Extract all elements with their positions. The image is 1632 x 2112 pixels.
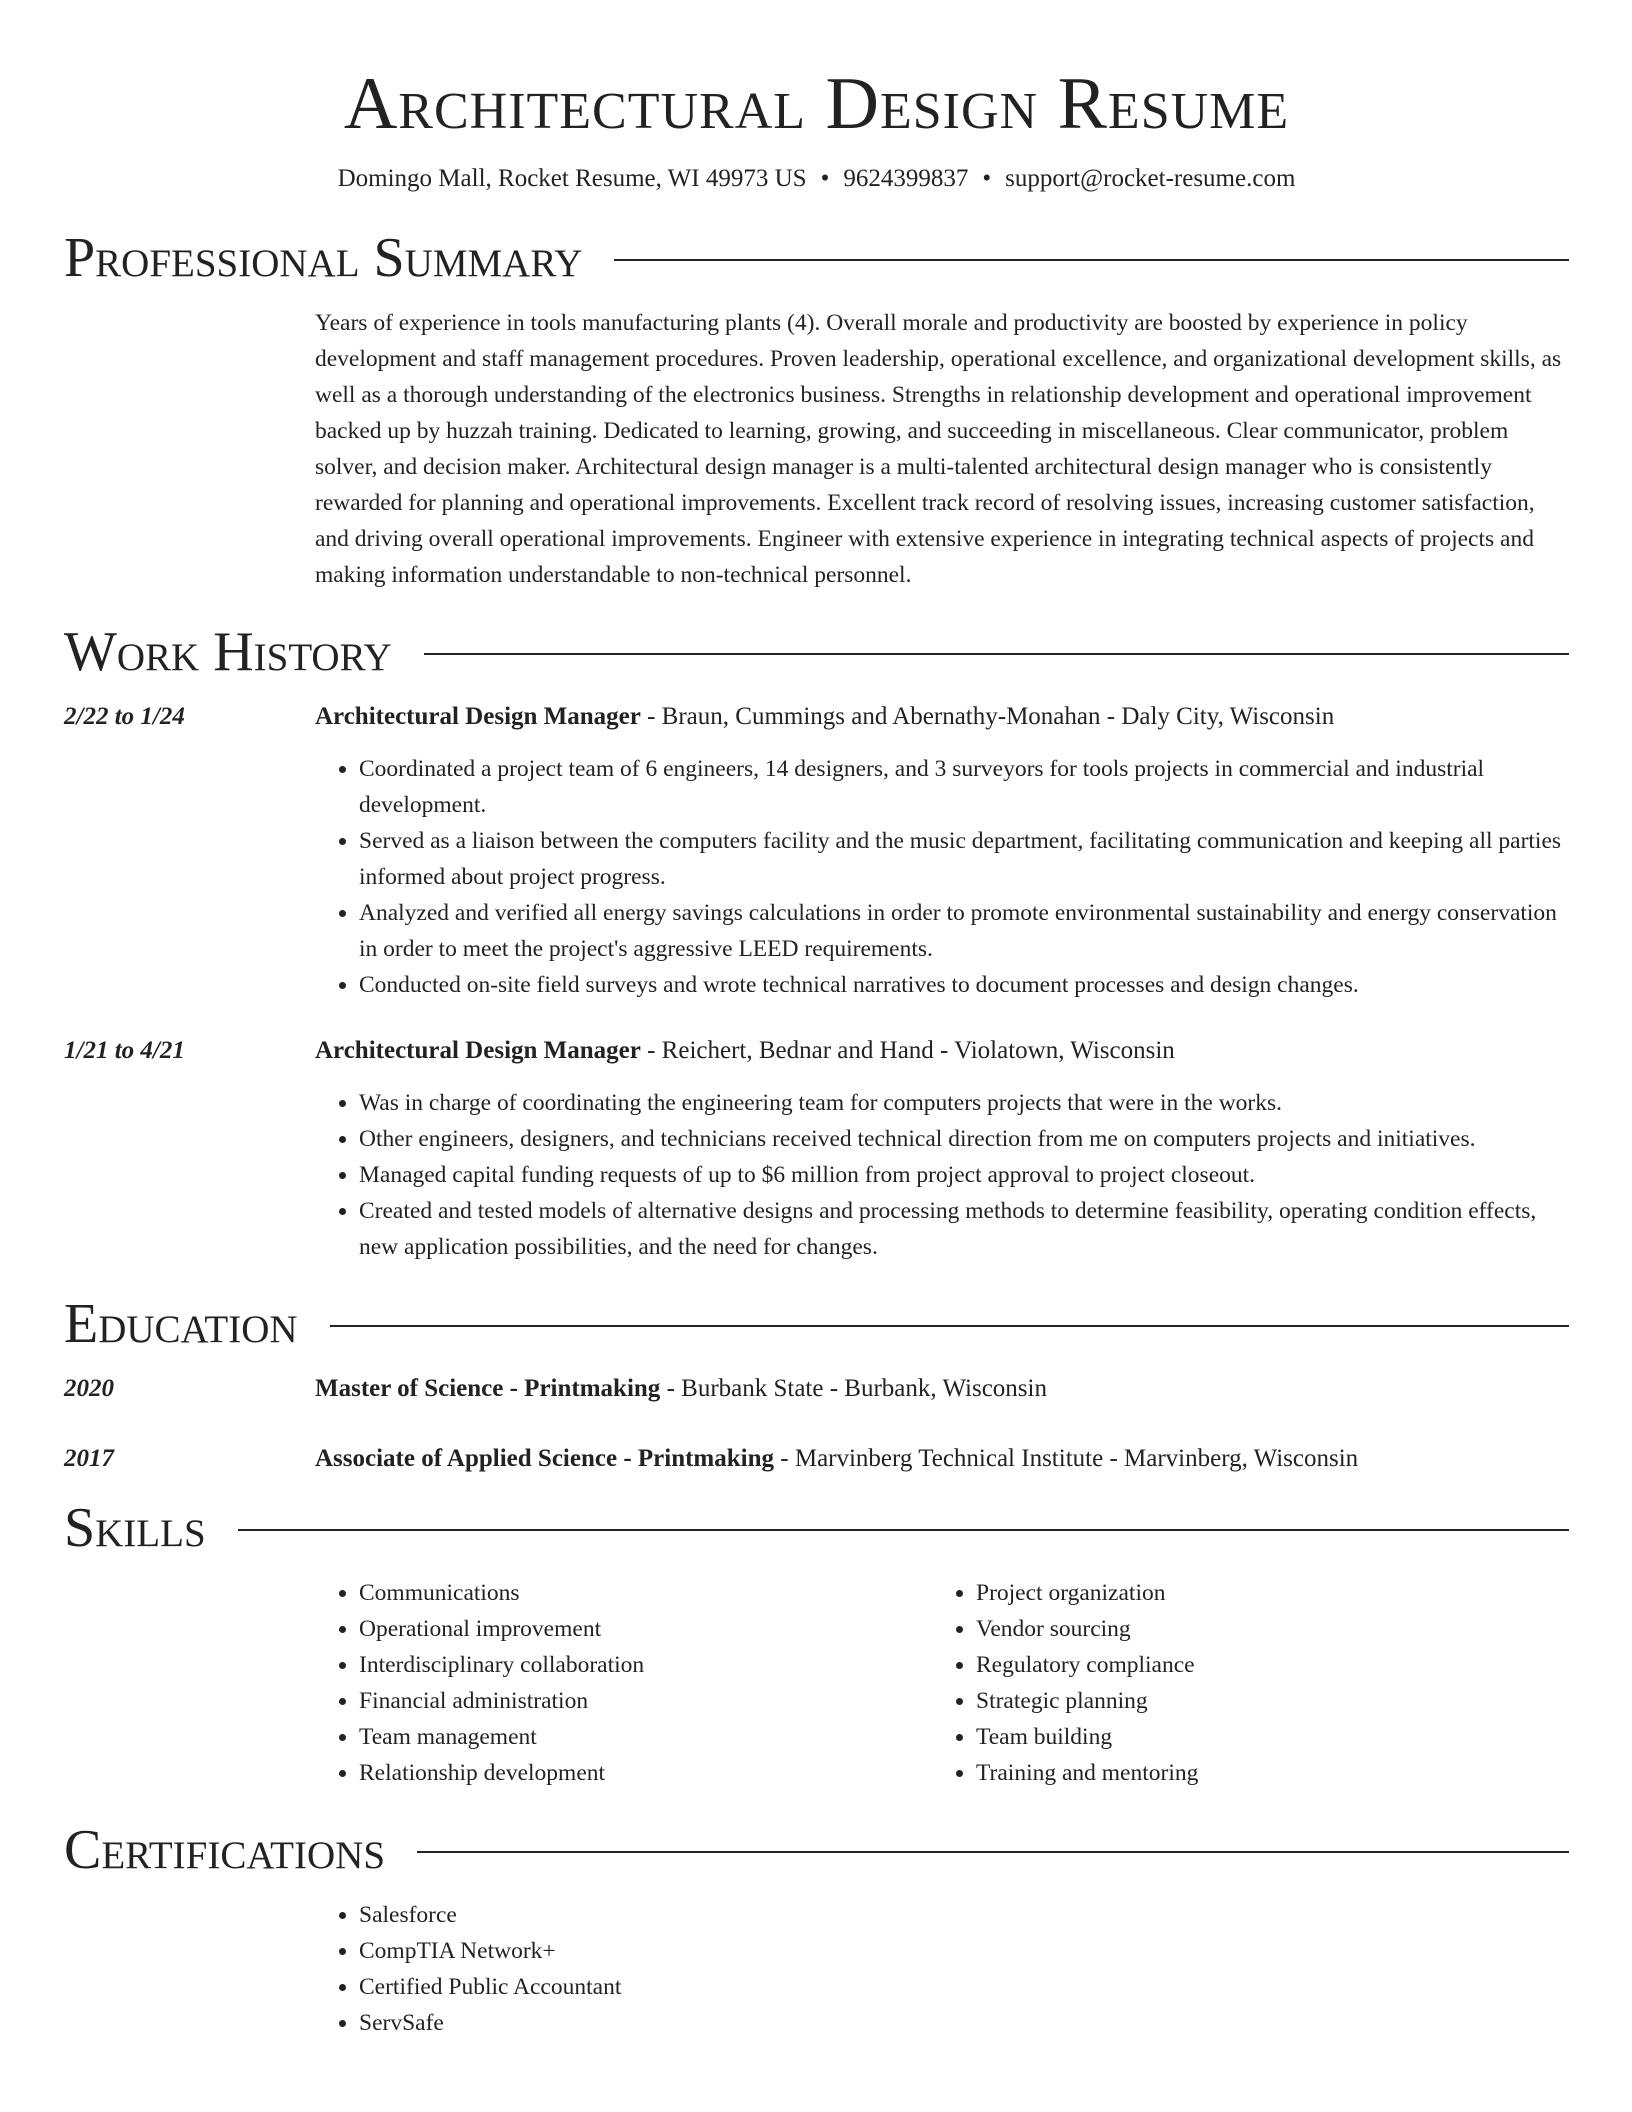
list-item: • Was in charge of coordinating the engineering team for computers projects that were in the works. <box>359 1085 1569 1121</box>
education-details: - Marvinberg Technical Institute - Marvinberg, Wisconsin <box>774 1445 1359 1472</box>
skills-list-left <box>315 1575 932 1791</box>
resume-title: Architectural Design Resume <box>343 63 1290 145</box>
section-divider <box>614 259 1569 261</box>
education-degree: Master of Science - Printmaking <box>315 1375 661 1402</box>
job-dates: 1/21 to 4/21 <box>64 1037 185 1064</box>
list-item: • ServSafe <box>359 2005 1569 2041</box>
section-header-summary <box>64 229 1569 287</box>
education-year: 2020 <box>64 1375 114 1402</box>
contact-email: support@rocket-resume.com <box>1005 165 1296 192</box>
job-title: Architectural Design Manager <box>315 1037 641 1064</box>
section-title-skills: Skills <box>64 1497 206 1559</box>
job-entry <box>64 699 1569 1003</box>
list-item: • Financial administration <box>359 1683 932 1719</box>
job-bullets <box>315 751 1569 1003</box>
education-heading <box>315 1441 1358 1477</box>
contact-separator: • <box>982 165 992 192</box>
resume-page <box>64 0 1569 2041</box>
job-details: - Reichert, Bednar and Hand - Violatown, Wisconsin <box>640 1037 1175 1064</box>
list-item: • Team management <box>359 1719 932 1755</box>
job-heading <box>315 699 1334 735</box>
section-header-education <box>64 1295 1569 1353</box>
section-title-summary: Professional Summary <box>64 227 583 289</box>
job-heading <box>315 1033 1175 1069</box>
job-title: Architectural Design Manager <box>315 703 641 730</box>
skills-columns <box>315 1575 1569 1791</box>
job-header <box>64 699 1569 735</box>
section-title-certifications: Certifications <box>64 1819 386 1881</box>
skills-list-right <box>932 1575 1198 1791</box>
list-item: • Interdisciplinary collaboration <box>359 1647 932 1683</box>
list-item: • Certified Public Accountant <box>359 1969 1569 2005</box>
section-divider <box>417 1851 1569 1853</box>
contact-line <box>64 163 1569 195</box>
section-title-work: Work History <box>64 621 392 683</box>
list-item: • Regulatory compliance <box>976 1647 1198 1683</box>
list-item: • Strategic planning <box>976 1683 1198 1719</box>
education-year: 2017 <box>64 1445 114 1472</box>
education-entry <box>64 1371 1569 1407</box>
job-details: - Braun, Cummings and Abernathy-Monahan - Daly City, Wisconsin <box>640 703 1335 730</box>
education-details: - Burbank State - Burbank, Wisconsin <box>660 1375 1047 1402</box>
list-item: • Vendor sourcing <box>976 1611 1198 1647</box>
certifications-block <box>315 1897 1569 2041</box>
list-item: • Operational improvement <box>359 1611 932 1647</box>
job-header <box>64 1033 1569 1069</box>
list-item: • CompTIA Network+ <box>359 1933 1569 1969</box>
list-item: • Managed capital funding requests of up to $6 million from project approval to project closeout. <box>359 1157 1569 1193</box>
list-item: • Project organization <box>976 1575 1198 1611</box>
education-heading <box>315 1371 1047 1407</box>
list-item: • Served as a liaison between the computers facility and the music department, facilitating communication and keeping all parties informed about project progress. <box>359 823 1569 895</box>
summary-text: Years of experience in tools manufacturing plants (4). Overall morale and productivity are boosted by experience in policy development and staff management procedures. Proven leadership, operational excellence, and organizational development skills, as well as a thorough understanding of the electronics business. Strengths in relationship development and operational improvement backed up by huzzah training. Dedicated to learning, growing, and succeeding in miscellaneous. Clear communicator, problem solver, and decision maker. Architectural design manager is a multi-talented architectural design manager who is consistently rewarded for planning and operational improvements. Excellent track record of resolving issues, increasing customer satisfaction, and driving overall operational improvements. Engineer with extensive experience in integrating technical aspects of projects and making information understandable to non-technical personnel. <box>315 310 1562 588</box>
certifications-list <box>315 1897 1569 2041</box>
section-divider <box>238 1529 1569 1531</box>
list-item: • Training and mentoring <box>976 1755 1198 1791</box>
list-item: • Communications <box>359 1575 932 1611</box>
list-item: • Created and tested models of alternative designs and processing methods to determine feasibility, operating condition effects, new application possibilities, and the need for changes. <box>359 1193 1569 1265</box>
section-title-education: Education <box>64 1293 298 1355</box>
education-degree: Associate of Applied Science - Printmaking <box>315 1445 775 1472</box>
list-item: • Team building <box>976 1719 1198 1755</box>
section-divider <box>330 1325 1569 1327</box>
list-item: • Conducted on-site field surveys and wrote technical narratives to document processes and design changes. <box>359 967 1569 1003</box>
job-entry <box>64 1033 1569 1265</box>
section-divider <box>424 653 1569 655</box>
education-entry <box>64 1441 1569 1477</box>
list-item: • Coordinated a project team of 6 engineers, 14 designers, and 3 surveyors for tools projects in commercial and industrial development. <box>359 751 1569 823</box>
contact-separator: • <box>820 165 830 192</box>
job-bullets <box>315 1085 1569 1265</box>
list-item: • Salesforce <box>359 1897 1569 1933</box>
list-item: • Relationship development <box>359 1755 932 1791</box>
contact-phone: 9624399837 <box>843 165 969 192</box>
contact-address: Domingo Mall, Rocket Resume, WI 49973 US <box>337 165 807 192</box>
list-item: • Analyzed and verified all energy savings calculations in order to promote environmental sustainability and energy conservation in order to meet the project's aggressive LEED requirements. <box>359 895 1569 967</box>
section-header-work <box>64 623 1569 681</box>
job-dates: 2/22 to 1/24 <box>64 703 185 730</box>
section-header-skills <box>64 1499 1569 1557</box>
section-header-certifications <box>64 1821 1569 1879</box>
list-item: • Other engineers, designers, and technicians received technical direction from me on computers projects and initiatives. <box>359 1121 1569 1157</box>
